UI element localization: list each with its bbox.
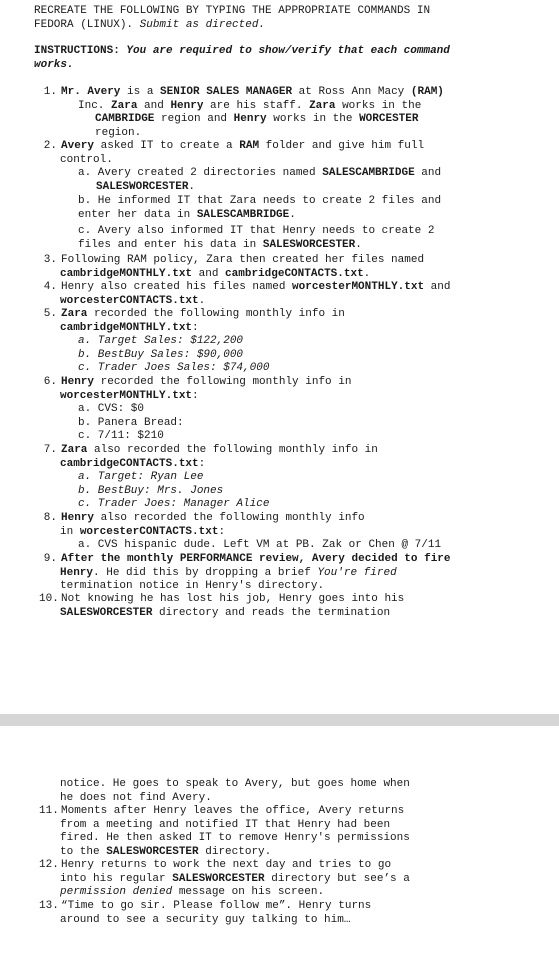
- text-run: 1.: [43, 86, 57, 98]
- text-line: [39, 322, 345, 336]
- text-line: [39, 458, 378, 472]
- text-run: worcesterMONTHLY: [60, 389, 166, 402]
- text-run: around to see a security guy talking to him…: [60, 913, 351, 926]
- text-line: [39, 512, 365, 526]
- list-item-1: [39, 86, 444, 140]
- text-run: 5.: [43, 308, 57, 320]
- text-line: [78, 417, 184, 431]
- text-run: c. 7/11: $210: [78, 430, 164, 443]
- text-line: [39, 376, 351, 390]
- text-run: b. BestBuy: Mrs. Jones: [78, 484, 224, 497]
- text-run: region and: [154, 113, 234, 126]
- text-run: PERFORMANCE: [179, 553, 253, 565]
- text-run: .: [198, 294, 206, 307]
- text-run: works in the: [335, 99, 422, 112]
- text-run: Mr. Avery: [61, 86, 121, 98]
- instructions-text-2: works.: [34, 58, 74, 71]
- text-line: [78, 539, 441, 553]
- list-item-3: [39, 254, 424, 281]
- text-run: After the monthly: [61, 553, 180, 565]
- text-run: in: [60, 525, 80, 538]
- text-run: review,: [252, 553, 312, 565]
- text-line: [78, 485, 269, 499]
- text-run: at Ross Ann Macy: [292, 86, 411, 98]
- text-run: Not knowing he has lost his job, Henry goes into his: [61, 593, 405, 605]
- text-run: fire: [424, 553, 451, 565]
- text-run: notice. He goes to speak to Avery, but goes home when: [60, 778, 410, 790]
- text-run: and: [424, 281, 451, 293]
- text-run: Henry: [60, 566, 94, 579]
- list-item-8-values: [78, 539, 441, 553]
- list-item-12: [39, 859, 410, 900]
- text-run: 10.: [39, 593, 59, 605]
- text-run: Zara: [111, 99, 138, 112]
- text-run: Avery: [61, 140, 95, 152]
- text-run: 12.: [39, 859, 59, 871]
- text-run: also recorded the following monthly info in: [87, 444, 378, 456]
- text-run: fired. He then asked IT to remove Henry's permissions: [60, 832, 410, 845]
- text-line: [78, 181, 441, 195]
- text-run: 8.: [43, 512, 57, 524]
- text-line: [39, 819, 410, 833]
- list-item-13: [39, 900, 371, 927]
- text-run: 9.: [43, 553, 57, 565]
- text-run: Zara: [61, 308, 88, 320]
- text-line: [60, 792, 410, 806]
- text-run: are his staff.: [203, 99, 310, 112]
- text-line: [78, 225, 434, 239]
- text-run: Henry returns to work the next day and tries to go: [61, 859, 392, 871]
- text-line: [39, 832, 410, 846]
- text-line: [39, 526, 365, 540]
- text-line: [78, 430, 184, 444]
- text-run: :: [192, 389, 199, 402]
- text-line: [78, 403, 184, 417]
- text-line: [39, 154, 424, 168]
- text-line: [39, 308, 345, 322]
- list-item-11: [39, 805, 410, 859]
- text-line: [78, 362, 269, 376]
- list-item-10-continued: [60, 778, 410, 805]
- text-run: Henry: [61, 376, 95, 388]
- text-run: :: [198, 457, 206, 470]
- text-run: cambridgeMONTHLY: [60, 321, 166, 334]
- text-run: .txt: [192, 525, 219, 538]
- text-run: he does not find Avery.: [60, 791, 212, 804]
- text-run: folder and give him full: [259, 140, 425, 152]
- text-run: Inc.: [78, 99, 112, 112]
- text-run: also recorded the following monthly info: [94, 512, 365, 524]
- text-run: files and enter his data in: [78, 238, 263, 251]
- text-run: permission denied: [60, 886, 173, 899]
- text-run: SALESWORCESTER: [96, 180, 189, 193]
- text-run: 2.: [43, 140, 57, 152]
- text-line: [34, 45, 450, 59]
- text-line: [39, 607, 404, 621]
- text-line: [39, 113, 444, 127]
- header-line-1: RECREATE THE FOLLOWING BY TYPING THE APPROPRIATE COMMANDS IN: [34, 5, 431, 17]
- text-run: Henry: [170, 99, 204, 112]
- text-run: cambridgeCONTACTS: [225, 267, 338, 280]
- list-item-7: [39, 444, 378, 471]
- list-item-6: [39, 376, 351, 403]
- text-run: and: [137, 99, 171, 112]
- text-line: [39, 593, 404, 607]
- list-item-8: [39, 512, 365, 539]
- text-line: [39, 886, 410, 900]
- text-line: [39, 846, 410, 860]
- text-line: [78, 167, 441, 181]
- text-run: enter her data in: [78, 208, 197, 221]
- text-run: c. Avery also informed IT that Henry needs to create 2: [78, 225, 435, 237]
- text-run: and: [414, 167, 442, 179]
- text-run: decided to: [344, 553, 425, 565]
- text-run: region.: [95, 126, 142, 139]
- text-run: cambridgeCONTACTS: [60, 457, 173, 470]
- text-line: [39, 873, 410, 887]
- text-line: [39, 254, 424, 268]
- text-line: [78, 498, 269, 512]
- header: [34, 5, 430, 32]
- text-run: Henry: [61, 512, 95, 524]
- text-run: worcesterCONTACTS: [79, 525, 193, 538]
- list-item-7-values: [78, 471, 269, 512]
- text-run: SALESWORCESTER: [172, 872, 265, 885]
- text-line: [34, 19, 430, 33]
- text-run: recorded the following monthly info in: [87, 308, 345, 320]
- list-item-6-values: [78, 403, 184, 444]
- text-run: Zara: [309, 99, 336, 112]
- text-run: .txt: [397, 281, 425, 293]
- text-run: RAM: [239, 140, 260, 152]
- text-run: Moments after Henry leaves the office, Avery returns: [61, 805, 405, 817]
- text-line: [78, 195, 441, 209]
- text-run: Zara: [61, 444, 88, 456]
- text-line: [39, 900, 371, 914]
- text-line: [39, 444, 378, 458]
- text-run: b. He informed IT that Zara needs to create 2 files and: [78, 195, 442, 207]
- text-run: directory but see’s a: [264, 872, 410, 885]
- text-run: .txt: [337, 267, 364, 280]
- list-item-4: [39, 281, 450, 308]
- text-run: directory and reads the termination: [152, 606, 391, 619]
- text-line: [39, 86, 444, 100]
- text-run: SALESWORCESTER: [262, 238, 356, 251]
- text-line: [78, 335, 269, 349]
- instructions-label: INSTRUCTIONS:: [34, 45, 127, 57]
- text-run: SALESCAMBRIDGE: [196, 208, 290, 221]
- text-line: [34, 59, 450, 73]
- text-run: Avery: [311, 553, 345, 565]
- text-run: into his regular: [60, 872, 173, 885]
- list-item-5: [39, 308, 345, 335]
- text-run: 6.: [43, 376, 57, 388]
- text-line: [78, 239, 434, 253]
- text-run: SALESWORCESTER: [60, 606, 153, 619]
- text-run: .: [188, 180, 196, 193]
- text-run: a. CVS: $0: [78, 403, 145, 415]
- text-run: control.: [60, 153, 113, 166]
- text-run: .: [289, 208, 296, 221]
- list-item-5-values: [78, 335, 269, 376]
- document-page-2: [0, 726, 559, 953]
- text-line: [39, 914, 371, 928]
- text-run: cambridgeMONTHLY: [60, 267, 166, 280]
- text-run: c. Trader Joes: Manager Alice: [78, 498, 270, 511]
- text-run: :: [192, 321, 199, 334]
- text-run: asked IT to create a: [94, 140, 240, 152]
- text-run: You're fired: [317, 566, 397, 579]
- text-line: [34, 5, 430, 19]
- text-run: Henry: [233, 113, 267, 126]
- text-run: Following RAM policy, Zara then created her files named: [61, 254, 425, 266]
- text-run: SALESCAMBRIDGE: [322, 167, 415, 179]
- text-run: a. CVS hispanic dude. Left VM at PB. Zak or Chen @ 7/11: [78, 539, 442, 551]
- text-run: c. Trader Joes Sales: $74,000: [78, 362, 270, 375]
- text-line: [39, 100, 444, 114]
- text-run: directory.: [198, 845, 272, 858]
- text-run: .: [355, 238, 362, 251]
- text-run: 11.: [39, 805, 59, 817]
- list-item-10: [39, 593, 404, 620]
- text-run: and: [192, 267, 226, 280]
- page-separator: [0, 714, 559, 726]
- text-line: [60, 778, 410, 792]
- text-run: 13.: [39, 900, 59, 912]
- text-run: is a: [120, 86, 161, 98]
- text-run: SALESWORCESTER: [106, 845, 199, 858]
- header-line-2: FEDORA (LINUX).: [34, 18, 140, 31]
- text-run: :: [218, 525, 226, 538]
- text-line: [39, 127, 444, 141]
- text-run: . He did this by dropping a brief: [93, 566, 318, 579]
- text-run: .txt: [165, 389, 193, 402]
- text-run: WORCESTER: [359, 113, 419, 126]
- list-item-9: [39, 553, 451, 594]
- text-line: [39, 580, 451, 594]
- text-run: “Time to go sir. Please follow me”. Henry turns: [61, 900, 372, 912]
- text-run: b. BestBuy Sales: $90,000: [78, 348, 244, 361]
- instructions: [34, 45, 450, 72]
- text-run: 4.: [43, 281, 57, 293]
- text-run: a. Avery created 2 directories named: [78, 167, 323, 179]
- text-run: .: [363, 267, 371, 280]
- text-run: worcesterCONTACTS: [60, 294, 173, 307]
- text-run: message on his screen.: [172, 886, 325, 899]
- text-run: (RAM): [410, 86, 444, 98]
- text-line: [78, 471, 269, 485]
- text-run: works in the: [266, 113, 360, 126]
- text-line: [39, 567, 451, 581]
- list-item-2b: [78, 195, 441, 222]
- text-line: [39, 859, 410, 873]
- text-line: [39, 295, 450, 309]
- list-item-2c: [78, 225, 434, 252]
- text-run: CAMBRIDGE: [95, 113, 155, 126]
- text-line: [39, 268, 424, 282]
- text-line: [78, 209, 441, 223]
- text-run: .txt: [165, 321, 193, 334]
- text-run: 7.: [43, 444, 57, 456]
- text-run: b. Panera Bread:: [78, 416, 184, 429]
- text-run: from a meeting and notified IT that Henry had been: [60, 818, 391, 831]
- text-run: a. Target: Ryan Lee: [78, 471, 204, 483]
- text-run: a. Target Sales: $122,200: [78, 335, 244, 347]
- text-run: .txt: [172, 457, 199, 470]
- header-submit-note: Submit as directed.: [139, 18, 266, 31]
- text-run: to the: [60, 845, 107, 858]
- text-run: Henry also created his files named: [61, 281, 293, 293]
- text-line: [39, 390, 351, 404]
- text-run: SENIOR SALES MANAGER: [160, 86, 293, 98]
- text-line: [39, 140, 424, 154]
- text-run: 3.: [43, 254, 57, 266]
- list-item-2: [39, 140, 424, 167]
- text-run: .txt: [165, 267, 193, 280]
- text-run: termination notice in Henry's directory.: [60, 580, 325, 593]
- text-line: [39, 281, 450, 295]
- text-run: .txt: [172, 294, 199, 307]
- list-item-2a: [78, 167, 441, 194]
- text-run: worcesterMONTHLY: [292, 281, 398, 293]
- text-line: [39, 553, 451, 567]
- text-run: recorded the following monthly info in: [94, 376, 352, 388]
- text-line: [39, 805, 410, 819]
- text-line: [78, 349, 269, 363]
- instructions-text-1: You are required to show/verify that each command: [126, 45, 450, 57]
